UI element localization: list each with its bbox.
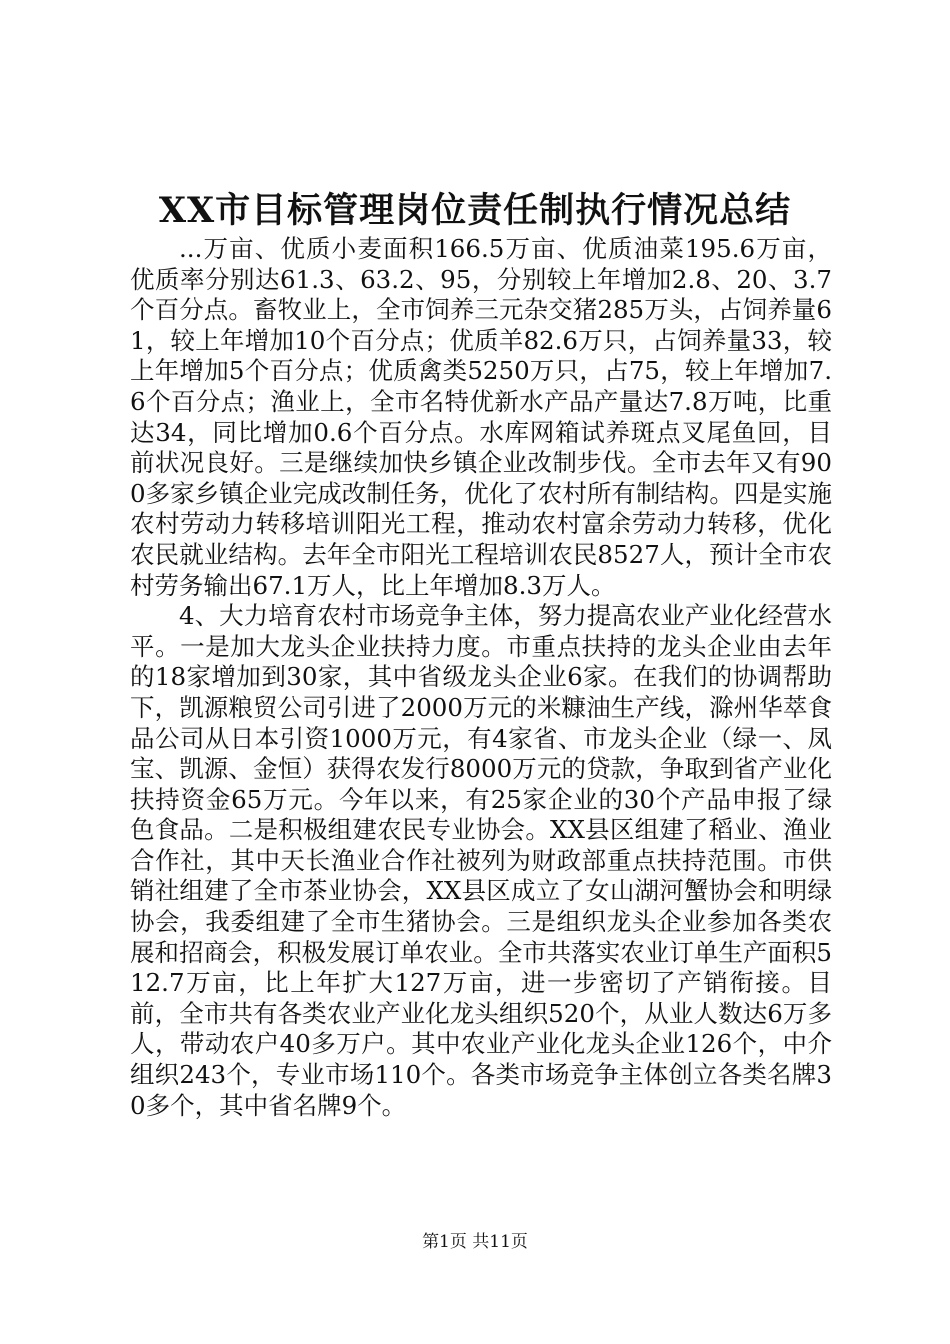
- paragraph-2: 4、大力培育农村市场竞争主体，努力提高农业产业化经营水平。一是加大龙头企业扶持力度。市重点扶持的龙头企业由去年的18家增加到30家，其中省级龙头企业6家。在我们的协调帮助下，凯源粮贸公司引进了2000万元的米糠油生产线，滁州华萃食品公司从日本引资1000万元，有4家省、市龙头企业（绿一、凤宝、凯源、金恒）获得农发行8000万元的贷款，争取到省产业化扶持资金65万元。今年以来，有25家企业的30个产品申报了绿色食品。二是积极组建农民专业协会。XX县区组建了稻业、渔业合作社，其中天长渔业合作社被列为财政部重点扶持范围。市供销社组建了全市茶业协会，XX县区成立了女山湖河蟹协会和明绿协会，我委组建了全市生猪协会。三是组织龙头企业参加各类农展和招商会，积极发展订单农业。全市共落实农业订单生产面积512.7万亩，比上年扩大127万亩，进一步密切了产销衔接。目前，全市共有各类农业产业化龙头组织520个，从业人数达6万多人，带动农户40多万户。其中农业产业化龙头企业126个，中介组织243个，专业市场110个。各类市场竞争主体创立各类名牌30多个，其中省名牌9个。: [130, 601, 832, 1120]
- paragraph-1: ...万亩、优质小麦面积166.5万亩、优质油菜195.6万亩，优质率分别达61.3、63.2、95，分别较上年增加2.8、20、3.7个百分点。畜牧业上，全市饲养三元杂交猪285万头，占饲养量61，较上年增加10个百分点；优质羊82.6万只，占饲养量33，较上年增加5个百分点；优质禽类5250万只，占75，较上年增加7.6个百分点；渔业上，全市名特优新水产品产量达7.8万吨，比重达34，同比增加0.6个百分点。水库网箱试养斑点叉尾鱼回，目前状况良好。三是继续加快乡镇企业改制步伐。全市去年又有900多家乡镇企业完成改制任务，优化了农村所有制结构。四是实施农村劳动力转移培训阳光工程，推动农村富余劳动力转移，优化农民就业结构。去年全市阳光工程培训农民8527人，预计全市农村劳务输出67.1万人，比上年增加8.3万人。: [130, 234, 832, 600]
- document-title: XX市目标管理岗位责任制执行情况总结: [158, 190, 792, 231]
- document-body: [130, 234, 832, 1121]
- page-number-footer: 第1页 共11页: [422, 1232, 528, 1252]
